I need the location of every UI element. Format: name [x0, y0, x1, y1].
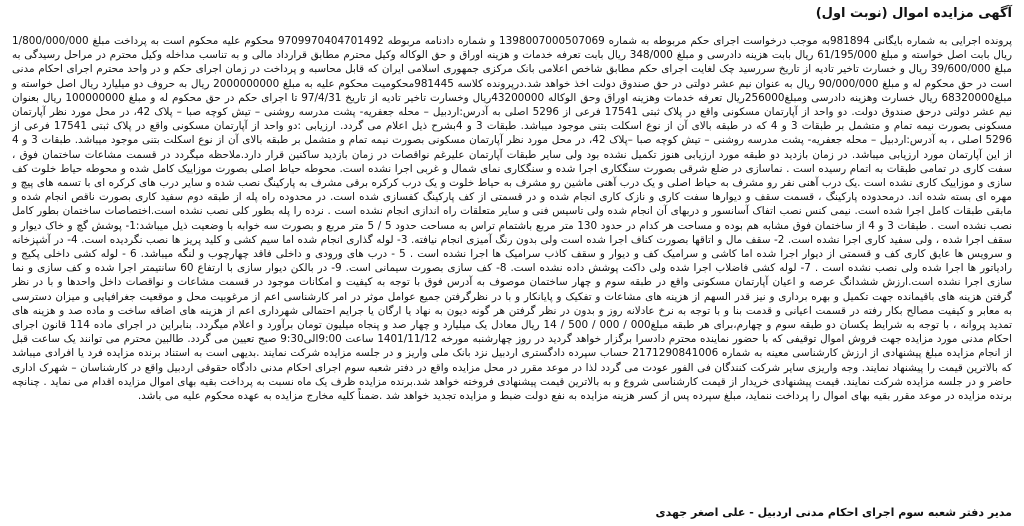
notice-paragraph-1: پرونده اجرایی به شماره بایگانی 981894به موجب درخواست اجرای حکم مربوطه به شماره 1398007000507069 و شماره دادنامه مربوطه 9709970404701492 محکوم علیه محکوم است به پرداخت مبلغ 1/800/000/000 ریال بابت اصل خواسته و مبلغ 61/195/000 ریال بابت هزینه دادرسی و مبلغ 348/000 ریال بابت تعرفه خدمات و هزینه اوراق و حق الوکاله وکیل محترم مطابق قرارداد مالی و به تناسب مداخله وکیل محترم در مراحل رسیدگی به مبلغ 39/600/000 ریال و خسارت تاخیر تادیه از تاریخ سررسید چک لغایت اجرای حکم مطابق شاخص اعلامی بانک مرکزی جمهوری اسلامی ایران که قابل محاسبه و پرداخت در زمان اجرای حکم و در واحد محترم اجرای احکام مدنی است در حق محکوم له و مبلغ 90/000/000 ریال به عنوان نیم عشر دولتی در حق صندوق دولت اخذ خواهد شد.درپرونده کلاسه 981445محکومیت محکوم علیه به مبلغ 2000000000 ریال به حروف دو میلیارد ریال اصل خواسته و مبلغ68320000 ریال خسارت وهزینه دادرسی ومبلغ256000ریال تعرفه خدمات وهزینه اوراق وحق الوکاله 43200000ریال وخسارت تاخیر تادیه از تاریخ 97/4/31 تا اجرای حکم در حق محکوم له و مبلغ 100000000 ریال بعنوان نیم عشر دولتی درحق صندوق دولت.	[12, 35, 1013, 119]
notice-signature: مدیر دفتر شعبه سوم اجرای احکام مدنی اردبیل - علی اصغر جهدی	[655, 506, 1012, 519]
notice-body	[12, 34, 1012, 403]
notice-title: آگهی مزایده اموال (نوبت اول)	[815, 6, 1012, 21]
notice-paragraph-2: دو واحد از آپارتمان مسکونی واقع در پلاک ثبتی 17541 فرعی از 5296 اصلی به آدرس:اردبیل – محله جعفریه- پشت مدرسه روشنی – تیش کوچه صبا – پلاک 42، در محل مورد نظر آپارتمان مسکونی بصورت نیمه تمام و متشمل بر طبقات 3 و 4 که در طبقه بالای آن از نوع اسکلت بتنی موجود میباشد. طبقات 3 و 4بشرح ذیل اعلام می گردد. ارزیابی :دو واحد از آپارتمان مسکونی واقع در پلاک ثبتی 17541 فرعی از 5296 اصلی ، به آدرس:اردبیل – محله جعفریه- پشت مدرسه روشنی – تیش کوچه صبا –پلاک 42، در محل مورد نظر آپارتمان مسکونی بصورت نیمه تمام و متشمل بر طبقه بالای آن از نوع اسکلت بتنی موجود میباشد. طبقات 3 و 4 از این آپارتمان مورد ارزیابی میباشد. در زمان بازدید دو طبقه مورد ارزیابی هنوز تکمیل نشده بود ولی سایر طبقات آپارتمان علیرغم نواقصات در زمان بازدید ساکنین قرار دارد.ملاحظه میگردد در قسمت مشاعات ساختمان فوق ، سفت کاری در تمامی طبقات به اتمام رسیده است . نماسازی در ضلع شرقی بصورت سنگکاری اجرا شده و سنگکاری نمای شمال و غربی اجرا نشده است. محوطه حیاط اصلی بصورت موزاییک کامل شده و محوطه حیاط خلوت کف سازی و موزاییک کاری نشده است .یک درب آهنی نفر رو مشرف به حیاط اصلی و یک درب آهنی ماشین رو مشرف به حیاط خلوت و یک درب کرکره برقی مشرف به پارکینگ نصب شده و سایر درب های کرکره ای با تسمه های پیچ و مهره ای بسته شده اند. درمحدوده پارکینگ ، قسمت سقف و دیوارها سفت کاری و نازک کاری انجام شده و در قسمتی از کف پارکینگ کفسازی شده است. در محدوده راه پله از طبقه دوم سفید کاری بصورت ناقص انجام شده و مابقی طبقات کامل اجرا شده است. نیمی کنس نصب اتفاک آسانسور و دربهای آن انجام شده ولی تاسیس فنی و سایر متعلقات راه اندازی انجام نشده است . نرده را پله بطور کلی نصب نشده است.اختصاصات ساختمان بطور کامل نصب نشده است . طبقات 3 و 4 از ساختمان فوق مشابه هم بوده و مساحت هر کدام در حدود 130 متر مربع باشتمام تراس به مساحت حدود 5 / 5 متر مربع و بصورت سه خوابه با وضعیت ذیل میباشد:1- پوشش گچ و خاک دیوار و سقف اجرا شده ، ولی سفید کاری اجرا نشده است. 2- سقف مال و اتاقها بصورت کناف اجرا شده است ولی بدون رنگ آمیزی انجام نیافته. 3- لوله گذاری انجام شده اما سیم کشی و کلید پریز ها نصب نگردیده است. 4- در آشپزخانه و سرویس ها عایق کاری کف و قسمتی از دیوار اجرا شده اما کاشی و سرامیک کف و دیوار و سقف کاذب سرامیک ها اجرا نشده است . 5 - درب های ورودی و داخلی فاقد چهارچوب و لنگه میباشد. 6 - لوله کشی داخلی پکیج و رادیاتور ها اجرا شده ولی نصب نشده است . 7- لوله کشی فاضلاب اجرا شده ولی داکت پوشش داده نشده است. 8- کف سازی بصورت سیمانی است. 9- در بالکن دیوار سازی با ارتفاع 60 سانتیمتر اجرا شده و کف سازی و نما سازی اجرا نشده است.ارزش ششدانگ عرصه و اعیان آپارتمان مسکونی واقع در طبقه سوم و چهار ساختمان موصوف به آدرس فوق با توجه به کیفیت و امکانات موجود در قسمت مشاعات و نواقصات داخل واحدها و با در نظر گرفتن هزینه های باقیمانده جهت تکمیل و بهره برداری و نیز قدر السهم از هزینه های مشاعات و تفکیک و پایانکار و با در نظرگرفتن جمیع عوامل موثر در امر کارشناسی اعم از مرغوبیت محل و موقعیت جغرافیایی و میزان دسترسی به معابر و کیفیت مصالح بکار رفته در قسمت اعیانی و قدمت بنا و با توجه به نرخ عادلانه روز و بدون در نظر گرفتن هر گونه دیون به نهاد یا ارگان یا جرایم احتمالی شهرداری اعم از هزینه های اضافه ساخت و ماده صد و هزینه های تمدید پروانه ، با توجه به شرایط یکسان دو طبقه سوم و چهارم،برای هر طبقه مبلغ000 / 000 / 500 / 14 ریال معادل یک میلیارد و چهار صد و پنجاه میلیون تومان برآورد و اعلام میگردد. بنابراین در اجرای ماده 114 قانون اجرای احکام مدنی مورد مزایده جهت فروش اموال توقیفی که با حضور نماینده محترم دادسرا برگزار خواهد گردید در روز چهارشنبه مورخه 1401/11/12 ساعت 9:00الی9:30 صبح تعیین می گردد. طالبین محترم می توانند یک ساعت قبل از انجام مزایده مبلغ پیشنهادی از ارزش کارشناسی معینه به شماره 2171290841006 حساب سپرده دادگستری اردبیل نزد بانک ملی واریز و در جلسه مزایده شرکت نمایند .بدیهی است به استناد برنده مزایده فرد یا افرادی میباشد که بالاترین قیمت را پیشنهاد نمایند. وجه واریزی سایر شرکت کنندگان فی الفور عودت می گردد لذا در موعد مقرر در محل مزایده واقع در دفتر شعبه سوم اجرای احکام مدنی دادگاه حقوقی اردبیل واقع در کارشناسان – شهرک اداری حاضر و در جلسه مزایده شرکت نمایند. قیمت پیشنهادی خریدار از قیمت کارشناسی شروع و به بالاترین قیمت پیشنهادی فروخته خواهد شد.برنده مزایده ظرف یک ماه نسبت به پرداخت بقیه بهای اموال مزایده اقدام می نماید . چنانچه برنده مزایده در موعد مقرر بقیه بهای اموال را پرداخت ننماید، مبلغ سپرده پس از کسر هزینه مزایده به نفع دولت ضبط و مزایده تجدید خواهد شد .ضمناً کلیه مخارج مزایده به عهده محکوم علیه می باشد.	[12, 106, 1013, 403]
